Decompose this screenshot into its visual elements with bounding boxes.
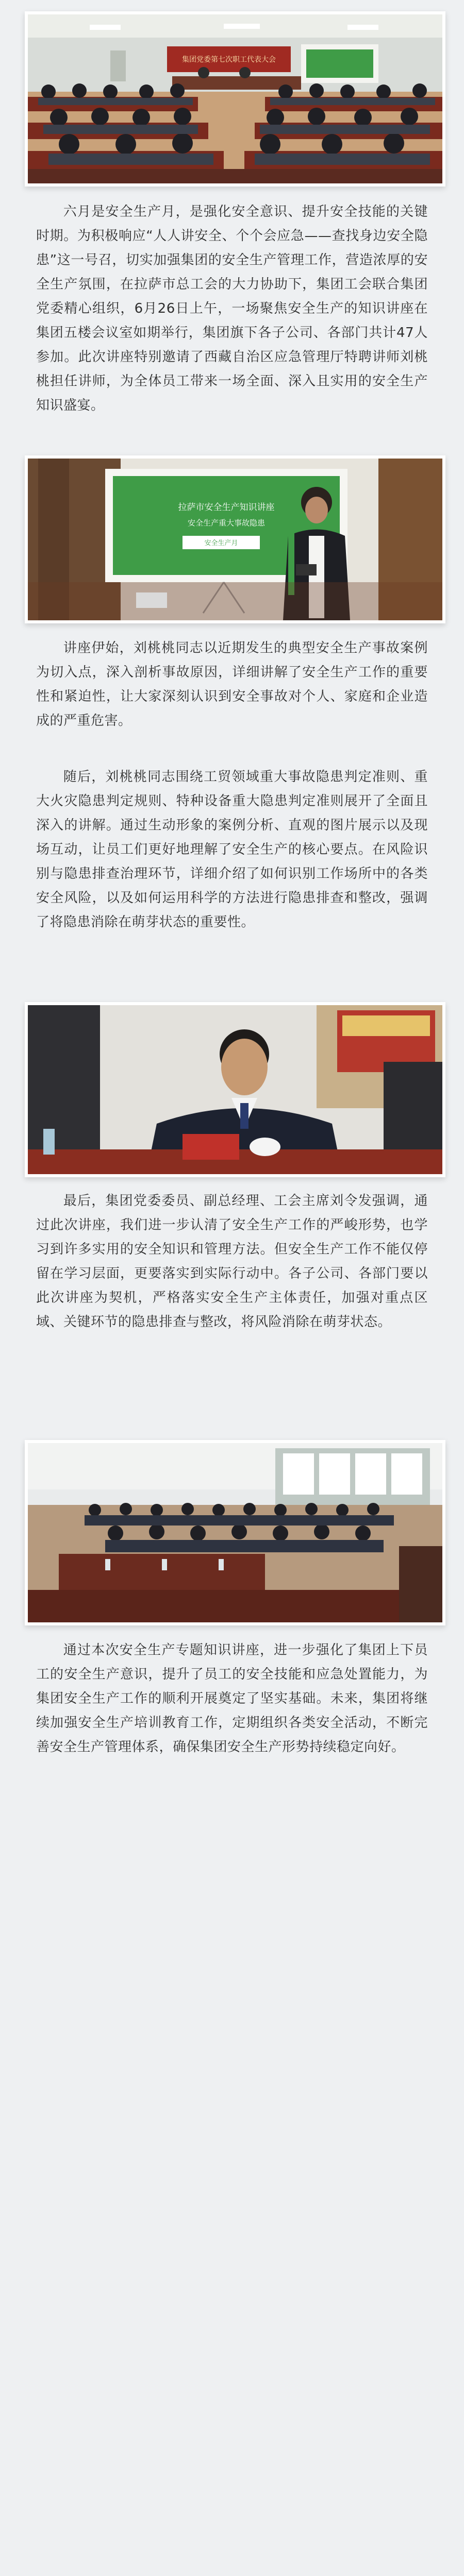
meeting-banner-text: 集团党委第七次职工代表大会 — [182, 56, 276, 64]
slide-badge-text: 安全生产月 — [204, 539, 238, 547]
audience-photo — [25, 1440, 445, 1625]
meeting-room-illustration — [28, 14, 442, 183]
summary-paragraph: 通过本次安全生产专题知识讲座，进一步强化了集团上下员工的安全生产意识，提升了员工的安全技能和应急处置能力，为集团安全生产工作的顺利开展奠定了坚实基础。未来，集团将继续加强安全生产培训教育工作，定期组织各类安全活动，不断完善安全生产管理体系，确保集团安全生产形势持续稳定向好。 — [36, 1642, 428, 1755]
speaker-illustration — [28, 1005, 442, 1174]
intro-paragraph: 六月是安全生产月，是强化安全意识、提升安全技能的关键时期。为积极响应“人人讲安全、个个会应急——查找身边安全隐患”这一号召，切实加强集团的安全生产管理工作，营造浓厚的安全生产氛围，在拉萨市总工会的大力协助下，集团工会联合集团党委精心组织，6月26日上午，一场聚焦安全生产的知识讲座在集团五楼会议室如期举行，集团旗下各子公司、各部门共计47人参加。此次讲座特别邀请了西藏自治区应急管理厅特聘讲师刘桃桃担任讲师，为全体员工带来一场全面、深入且实用的安全生产知识盛宴。 — [36, 204, 428, 413]
slide-subtitle-text: 安全生产重大事故隐患 — [187, 518, 266, 528]
audience-illustration — [28, 1443, 442, 1622]
slide-title-text: 拉萨市安全生产知识讲座 — [178, 502, 275, 513]
closing-remarks-paragraph: 最后，集团党委委员、副总经理、工会主席刘令发强调，通过此次讲座，我们进一步认清了安全生产工作的严峻形势，也学习到许多实用的安全知识和管理方法。但安全生产工作不能仅停留在学习层面，更要落实到实际行动中。各子公司、各部门要以此次讲座为契机，严格落实安全生产主体责任，加强对重点区域、关键环节的隐患排查与整改，将风险消除在萌芽状态。 — [36, 1193, 428, 1330]
speaker-photo — [25, 1002, 445, 1177]
lecturer-photo — [25, 455, 445, 623]
meeting-room-photo — [25, 11, 445, 187]
lecturer-illustration — [28, 459, 442, 620]
lecture-content-paragraph: 随后，刘桃桃同志围绕工贸领域重大事故隐患判定准则、重大火灾隐患判定规则、特种设备重大隐患判定准则展开了全面且深入的讲解。通过生动形象的案例分析、直观的图片展示以及现场互动，让员工们更好地理解了安全生产的核心要点。在风险识别与隐患排查治理环节，详细介绍了如何识别工作场所中的各类安全风险，以及如何运用科学的方法进行隐患排查和整改，强调了将隐患消除在萌芽状态的重要性。 — [36, 769, 428, 930]
opening-paragraph: 讲座伊始，刘桃桃同志以近期发生的典型安全生产事故案例为切入点，深入剖析事故原因，详细讲解了安全生产工作的重要性和紧迫性，让大家深刻认识到安全事故对个人、家庭和企业造成的严重危害。 — [36, 640, 428, 728]
